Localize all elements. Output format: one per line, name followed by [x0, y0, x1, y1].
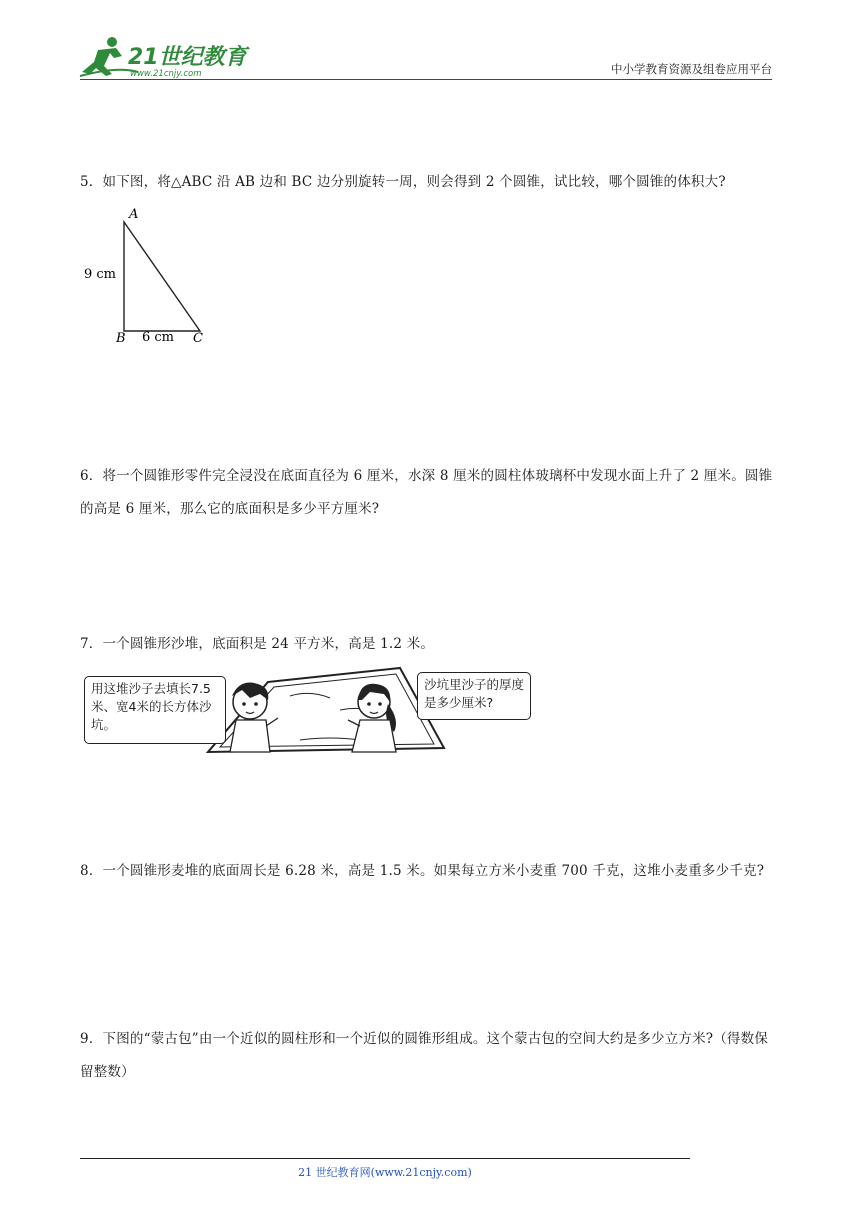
header-platform-text: 中小学教育资源及组卷应用平台 [611, 62, 772, 76]
question-8: 8．一个圆锥形麦堆的底面周长是 6.28 米，高是 1.5 米。如果每立方米小麦重 700 千克，这堆小麦重多少千克? [80, 863, 765, 879]
side-label-bc: 6 cm [142, 330, 175, 345]
side-label-ab: 9 cm [84, 267, 117, 282]
question-7: 7．一个圆锥形沙堆，底面积是 24 平方米，高是 1.2 米。 [80, 636, 435, 652]
speech-bubble-boy: 用这堆沙子去填长7.5米、宽4米的长方体沙坑。 [84, 676, 226, 744]
vertex-label-a: A [129, 207, 139, 222]
footer-link[interactable]: 21 世纪教育网(www.21cnjy.com) [298, 1166, 472, 1179]
footer-divider [80, 1158, 690, 1159]
vertex-label-b: B [116, 331, 126, 346]
triangle-abc [124, 222, 200, 331]
logo-url: www.21cnjy.com [130, 69, 202, 79]
triangle-figure [80, 200, 230, 350]
speech-bubble-girl: 沙坑里沙子的厚度是多少厘米? [417, 672, 531, 720]
header-divider [80, 79, 772, 80]
question-5: 5．如下图，将△ABC 沿 AB 边和 BC 边分别旋转一周，则会得到 2 个圆锥，试比较，哪个圆锥的体积大? [80, 174, 726, 190]
vertex-label-c: C [193, 331, 203, 346]
site-logo [78, 36, 253, 80]
logo-text: 21世纪教育 [128, 45, 247, 70]
question-6: 6．将一个圆锥形零件完全浸没在底面直径为 6 厘米，水深 8 厘米的圆柱体玻璃杯中发现水面上升了 2 厘米。圆锥的高是 6 厘米，那么它的底面积是多少平方厘米? [80, 468, 773, 517]
question-9: 9．下图的“蒙古包”由一个近似的圆柱形和一个近似的圆锥形组成。这个蒙古包的空间大约是多少立方米?（得数保留整数） [80, 1031, 769, 1080]
